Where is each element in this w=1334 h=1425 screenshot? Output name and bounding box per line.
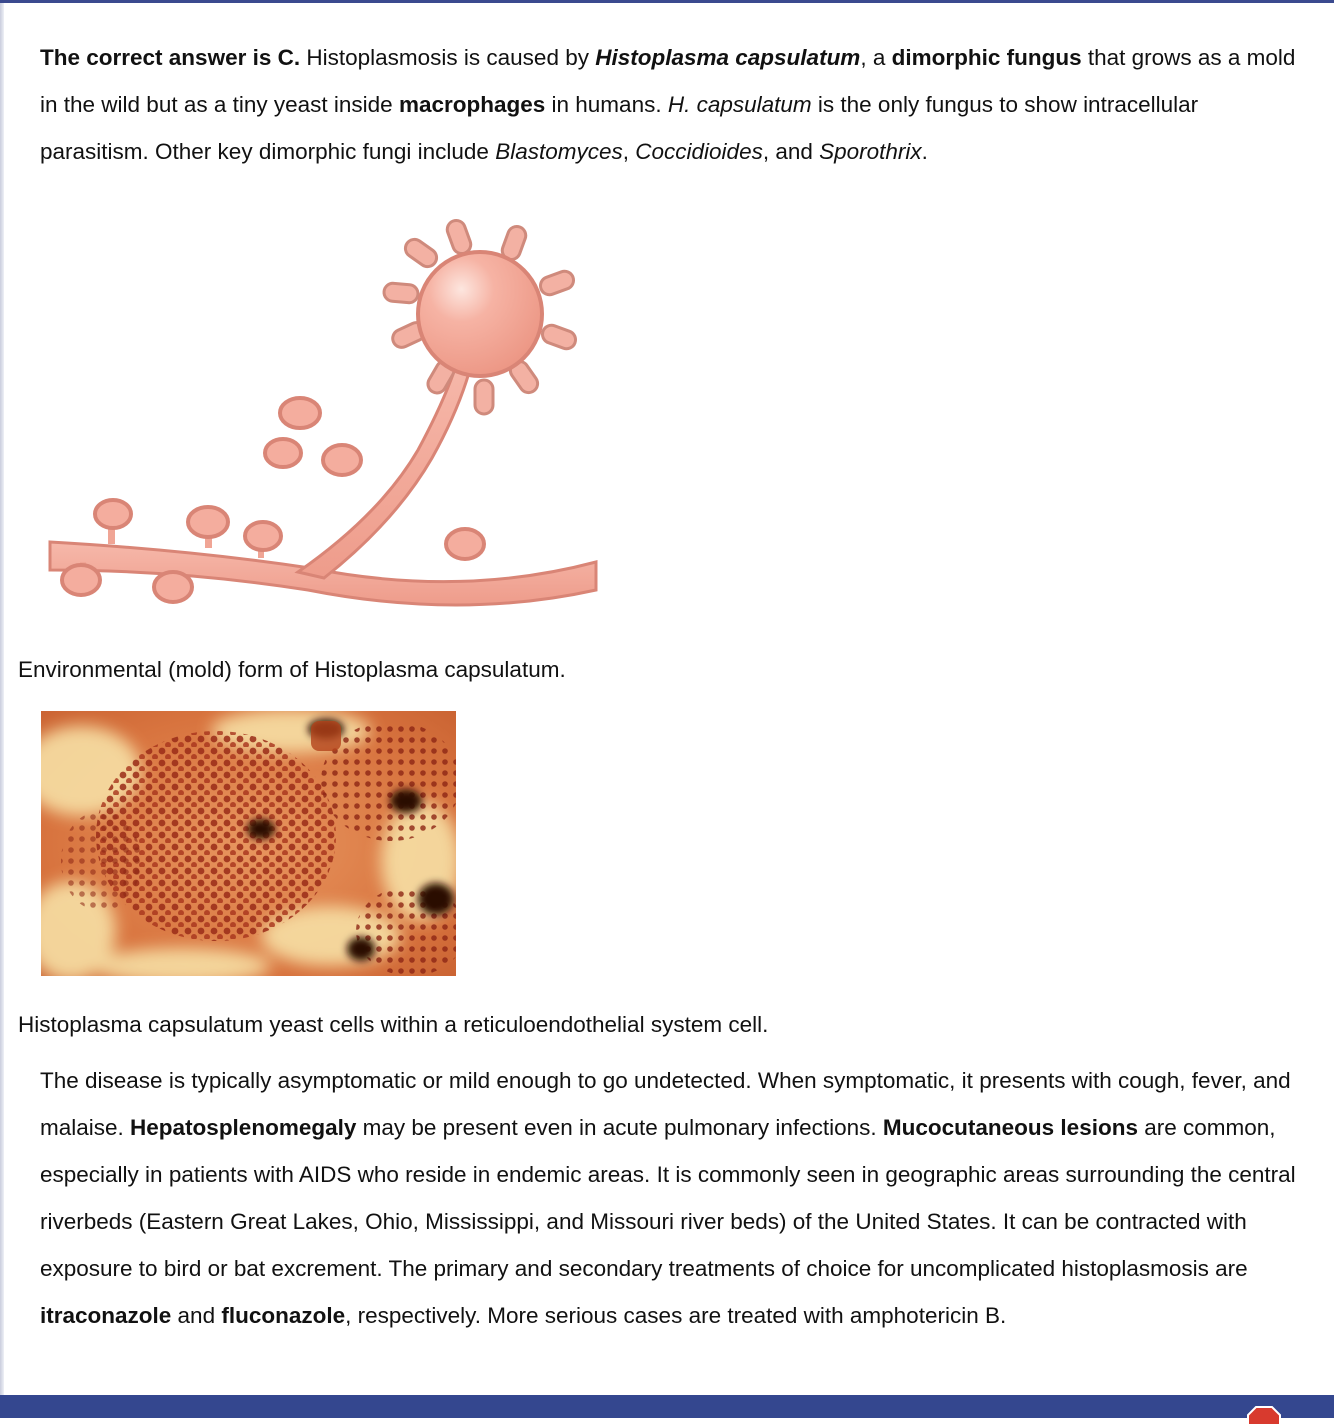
micrograph — [41, 711, 456, 976]
figure1-caption: Environmental (mold) form of Histoplasma capsulatum. — [18, 657, 566, 682]
fluconazole-term: fluconazole — [221, 1303, 346, 1328]
top-border — [0, 0, 1334, 3]
left-scroll-edge — [0, 3, 4, 1395]
mucocutaneous-term: Mucocutaneous lesions — [882, 1115, 1138, 1140]
stop-sign-icon[interactable] — [1246, 1405, 1282, 1425]
hepatosplenomegaly-term: Hepatosplenomegaly — [130, 1115, 357, 1140]
macroconidium — [418, 252, 542, 376]
intro-paragraph — [40, 34, 1310, 175]
body-paragraph — [40, 1057, 1310, 1339]
bottom-toolbar — [0, 1395, 1334, 1418]
body-text-3: are common, especially in patients with AIDS who reside in endemic areas. It is commonly seen in geographic areas surrounding the central riverbeds (Eastern Great Lakes, Ohio, Mississippi, and Missouri river beds) of the United States. It can be contracted with exposure to bird or bat excrement. The primary and secondary treatments of choice for uncomplicated histoplasmosis are — [40, 1115, 1296, 1281]
intro-text-1: Histoplasmosis is caused by — [300, 45, 596, 70]
blastomyces-term: Blastomyces — [495, 139, 623, 164]
intro-text-4: in humans. — [545, 92, 668, 117]
figure2-caption: Histoplasma capsulatum yeast cells within a reticuloendothelial system cell. — [18, 1012, 769, 1037]
sporothrix-term: Sporothrix — [819, 139, 922, 164]
intro-text-6: , — [622, 139, 636, 164]
h-capsulatum-term: H. capsulatum — [667, 92, 812, 117]
intro-text-2: , a — [860, 45, 892, 70]
intro-text-8: . — [921, 139, 928, 164]
macrophages-term: macrophages — [398, 92, 546, 117]
body-text-1: The disease is typically asymptomatic or mild enough to go undetected. When symptomatic, it presents with cough, fever, and malaise. — [40, 1068, 1291, 1140]
intro-text-3: that grows as a mold in the wild but as a tiny yeast inside — [40, 45, 1296, 117]
body-text-2: may be present even in acute pulmonary infections. — [356, 1115, 883, 1140]
answer-label: The correct answer is C. — [40, 45, 301, 70]
mold-illustration — [40, 210, 610, 615]
dimorphic-term: dimorphic fungus — [891, 45, 1082, 70]
coccidioides-term: Coccidioides — [635, 139, 763, 164]
itraconazole-term: itraconazole — [40, 1303, 172, 1328]
body-text-5: , respectively. More serious cases are treated with amphotericin B. — [345, 1303, 1007, 1328]
body-text-4: and — [171, 1303, 222, 1328]
organism-name: Histoplasma capsulatum — [595, 45, 861, 70]
intro-text-7: , and — [762, 139, 820, 164]
intro-text-5: is the only fungus to show intracellular parasitism. Other key dimorphic fungi include — [40, 92, 1199, 164]
